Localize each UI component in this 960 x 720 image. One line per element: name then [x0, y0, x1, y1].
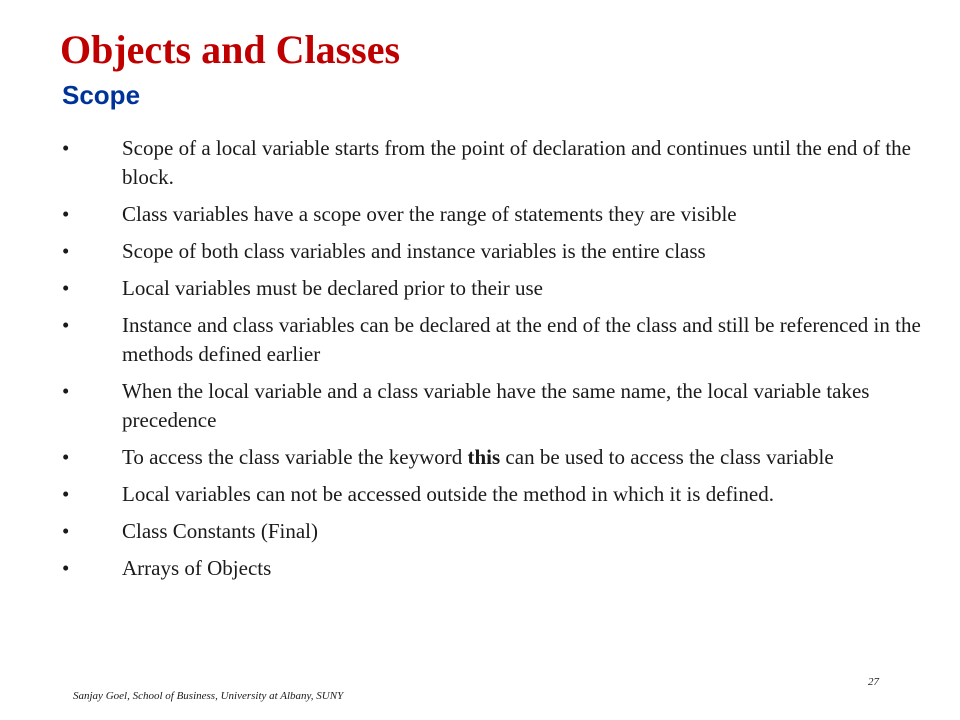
- bullet-item: [0, 134, 960, 192]
- bullet-item: [0, 274, 960, 303]
- bullet-text: Scope of a local variable starts from the point of declaration and continues until the end of the block.: [122, 136, 911, 189]
- bullet-item: [0, 443, 960, 472]
- bullet-icon: •: [62, 202, 70, 226]
- bullet-item: [0, 554, 960, 583]
- bullet-text: Class variables have a scope over the range of statements they are visible: [122, 202, 737, 226]
- bullet-item: [0, 377, 960, 435]
- keyword-this: this: [467, 445, 501, 469]
- bullet-text: Arrays of Objects: [122, 556, 272, 580]
- bullet-text: When the local variable and a class variable have the same name, the local variable takes precedence: [122, 379, 870, 432]
- footer-attribution: Sanjay Goel, School of Business, University at Albany, SUNY: [73, 690, 344, 702]
- bullet-icon: •: [62, 379, 70, 403]
- bullet-text-after: can be used to access the class variable: [500, 445, 834, 469]
- bullet-item: [0, 480, 960, 509]
- bullet-icon: •: [62, 556, 70, 580]
- bullet-icon: •: [62, 445, 70, 469]
- bullet-item: [0, 517, 960, 546]
- bullet-icon: •: [62, 239, 70, 263]
- slide-subtitle: Scope: [62, 80, 141, 110]
- bullet-text-before: To access the class variable the keyword: [122, 445, 468, 469]
- bullet-icon: •: [62, 482, 70, 506]
- slide-title: Objects and Classes: [60, 27, 401, 72]
- bullet-text: Local variables can not be accessed outside the method in which it is defined.: [122, 482, 774, 506]
- bullet-icon: •: [62, 276, 70, 300]
- bullet-list: [0, 134, 960, 591]
- page-number: 27: [868, 676, 879, 688]
- bullet-icon: •: [62, 313, 70, 337]
- bullet-text: Instance and class variables can be declared at the end of the class and still be referenced in the methods defined earlier: [122, 313, 921, 366]
- bullet-text: Class Constants (Final): [122, 519, 319, 543]
- bullet-item: [0, 200, 960, 229]
- bullet-item: [0, 311, 960, 369]
- bullet-icon: •: [62, 136, 70, 160]
- bullet-icon: •: [62, 519, 70, 543]
- bullet-text: Scope of both class variables and instance variables is the entire class: [122, 239, 706, 263]
- bullet-text: [122, 443, 922, 472]
- bullet-text: Local variables must be declared prior to their use: [122, 276, 544, 300]
- bullet-item: [0, 237, 960, 266]
